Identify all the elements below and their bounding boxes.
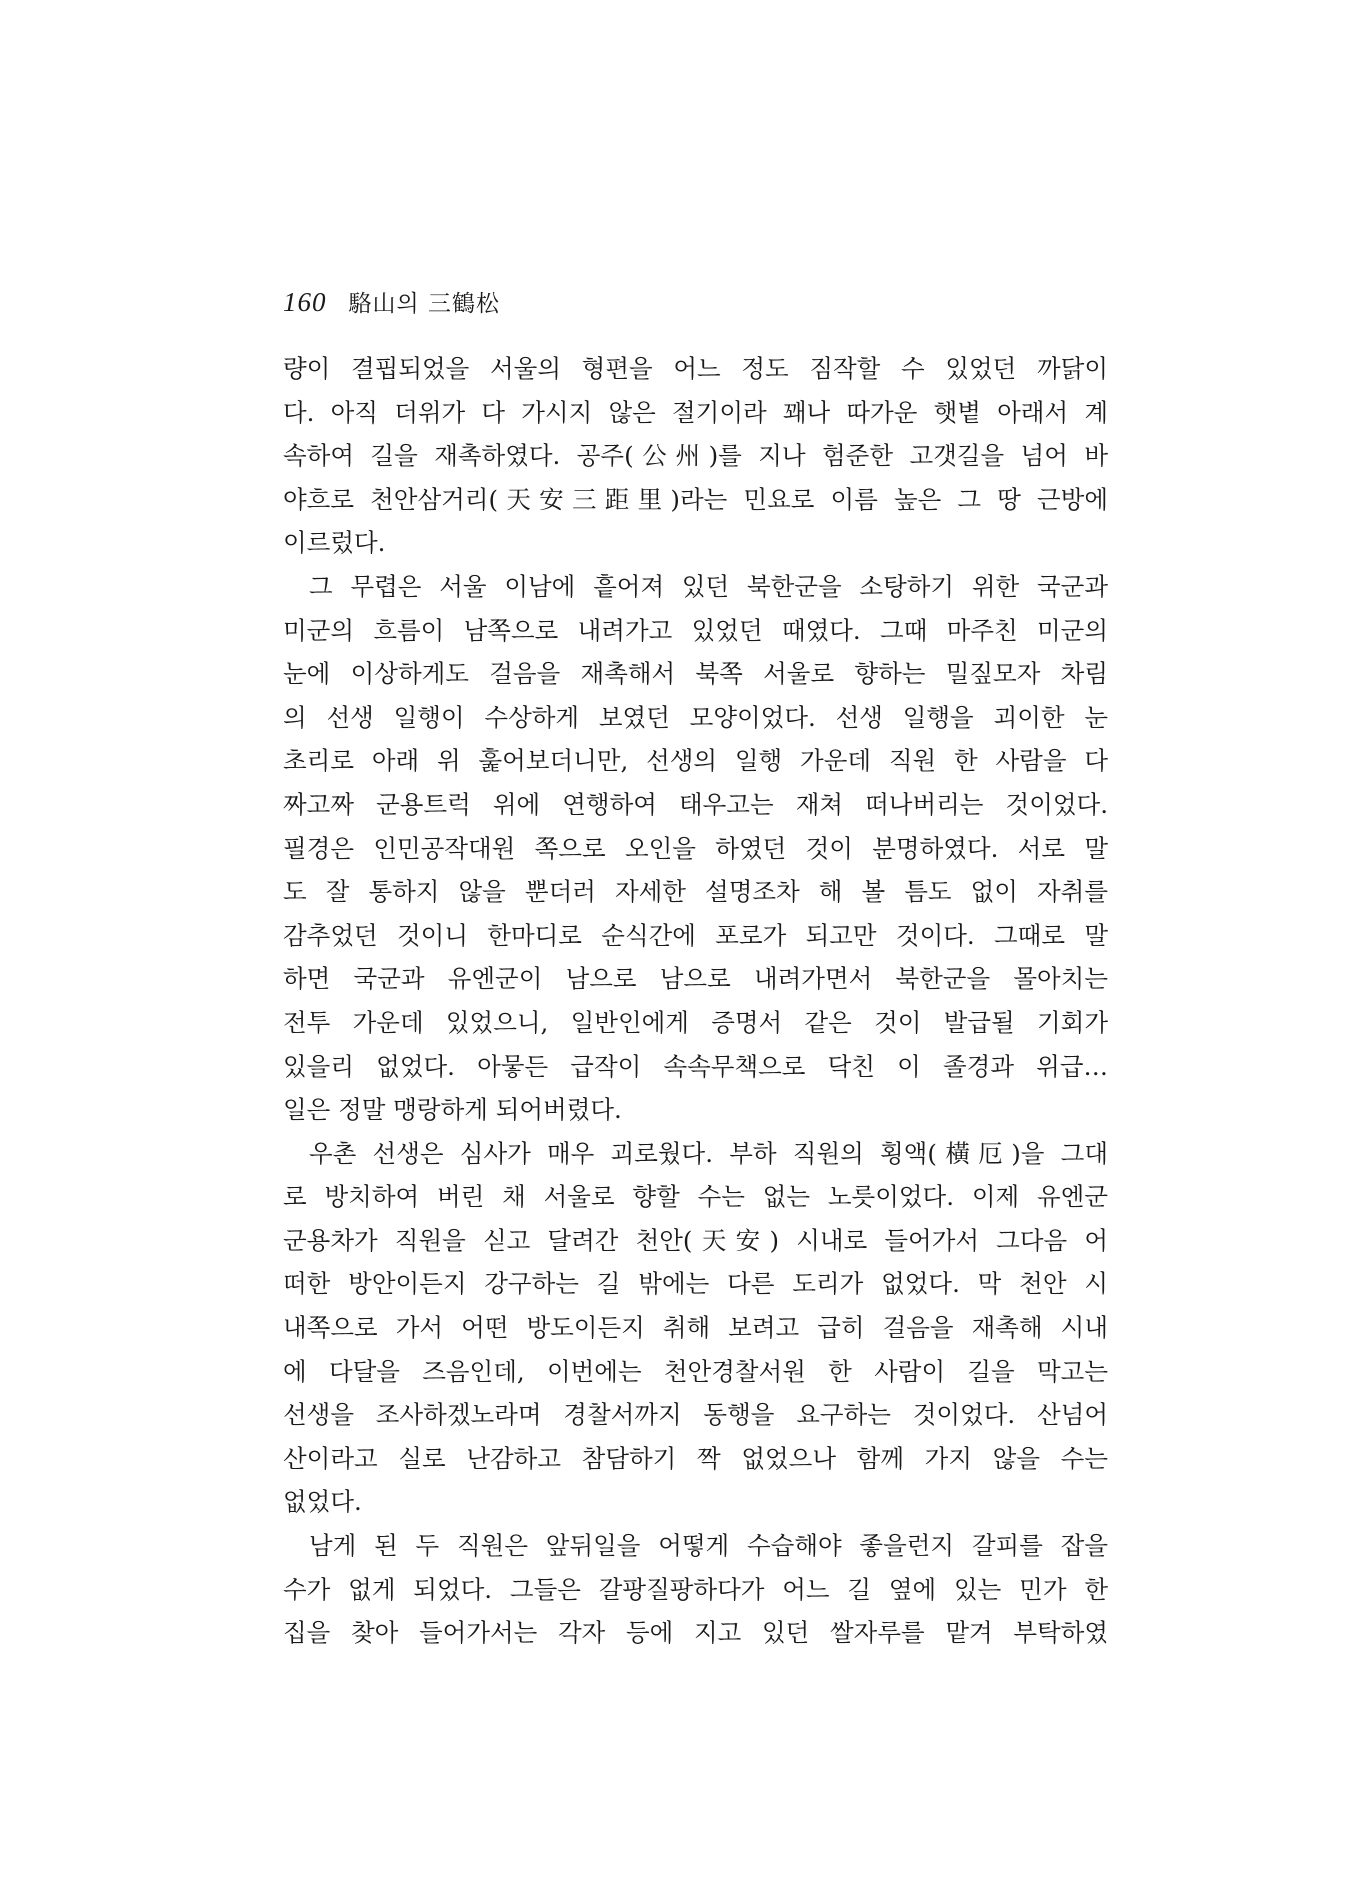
page-number: 160	[283, 287, 327, 317]
book-title: 駱山의 三鶴松	[348, 291, 501, 317]
text-line: 짜고짜 군용트럭 위에 연행하여 태우고는 재쳐 떠나버리는 것이었다.	[283, 789, 1108, 819]
text-line: 도 잘 통하지 않을 뿐더러 자세한 설명조차 해 볼 틈도 없이 자취를	[283, 877, 1108, 907]
text-line: 없었다.	[283, 1487, 362, 1517]
text-line: 하면 국군과 유엔군이 남으로 남으로 내려가면서 북한군을 몰아치는	[283, 964, 1108, 994]
text-line: 량이 결핍되었을 서울의 형편을 어느 정도 짐작할 수 있었던 까닭이	[283, 354, 1108, 383]
text-line: 내쪽으로 가서 어떤 방도이든지 취해 보려고 급히 걸음을 재촉해 시내	[283, 1313, 1108, 1343]
text-line: 감추었던 것이니 한마디로 순식간에 포로가 되고만 것이다. 그때로 말	[283, 920, 1108, 950]
text-line: 미군의 흐름이 남쪽으로 내려가고 있었던 때였다. 그때 마주친 미군의	[283, 615, 1108, 645]
text-line: 눈에 이상하게도 걸음을 재촉해서 북쪽 서울로 향하는 밀짚모자 차림	[283, 659, 1108, 689]
text-line: 산이라고 실로 난감하고 참담하기 짝 없었으나 함께 가지 않을 수는	[283, 1443, 1108, 1473]
text-line: 전투 가운데 있었으니, 일반인에게 증명서 같은 것이 발급될 기회가	[283, 1007, 1108, 1037]
text-line: 로 방치하여 버린 채 서울로 향할 수는 없는 노릇이었다. 이제 유엔군	[283, 1182, 1108, 1212]
text-line: 있을리 없었다. 아뭏든 급작이 속속무책으로 닥친 이 졸경과 위급…	[283, 1051, 1108, 1081]
text-line: 그 무렵은 서울 이남에 흩어져 있던 북한군을 소탕하기 위한 국군과	[309, 571, 1108, 601]
body-text	[283, 347, 1108, 1655]
text-line: 다. 아직 더위가 다 가시지 않은 절기이라 꽤나 따가운 햇볕 아래서 계	[283, 397, 1108, 427]
text-line: 수가 없게 되었다. 그들은 갈팡질팡하다가 어느 길 옆에 있는 민가 한	[283, 1574, 1108, 1604]
text-line: 우촌 선생은 심사가 매우 괴로웠다. 부하 직원의 횡액(橫厄)을 그대	[309, 1138, 1108, 1168]
text-line: 떠한 방안이든지 강구하는 길 밖에는 다른 도리가 없었다. 막 천안 시	[283, 1269, 1108, 1299]
text-line: 의 선생 일행이 수상하게 보였던 모양이었다. 선생 일행을 괴이한 눈	[283, 702, 1108, 732]
text-line: 에 다달을 즈음인데, 이번에는 천안경찰서원 한 사람이 길을 막고는	[283, 1356, 1108, 1386]
text-line: 필경은 인민공작대원 쪽으로 오인을 하였던 것이 분명하였다. 서로 말	[283, 833, 1108, 863]
running-header	[283, 285, 500, 321]
text-line: 선생을 조사하겠노라며 경찰서까지 동행을 요구하는 것이었다. 산넘어	[283, 1400, 1108, 1430]
text-line: 집을 찾아 들어가서는 각자 등에 지고 있던 쌀자루를 맡겨 부탁하였	[283, 1618, 1108, 1648]
text-line: 군용차가 직원을 싣고 달려간 천안(天安) 시내로 들어가서 그다음 어	[283, 1225, 1108, 1255]
text-line: 야흐로 천안삼거리(天安三距里)라는 민요로 이름 높은 그 땅 근방에	[283, 484, 1108, 514]
text-line: 속하여 길을 재촉하였다. 공주(公州)를 지나 험준한 고갯길을 넘어 바	[283, 441, 1108, 471]
text-line: 남게 된 두 직원은 앞뒤일을 어떻게 수습해야 좋을런지 갈피를 잡을	[309, 1531, 1108, 1561]
text-line: 일은 정말 맹랑하게 되어버렸다.	[283, 1095, 622, 1125]
text-line: 초리로 아래 위 훑어보더니만, 선생의 일행 가운데 직원 한 사람을 다	[283, 746, 1108, 776]
text-line: 이르렀다.	[283, 528, 386, 558]
